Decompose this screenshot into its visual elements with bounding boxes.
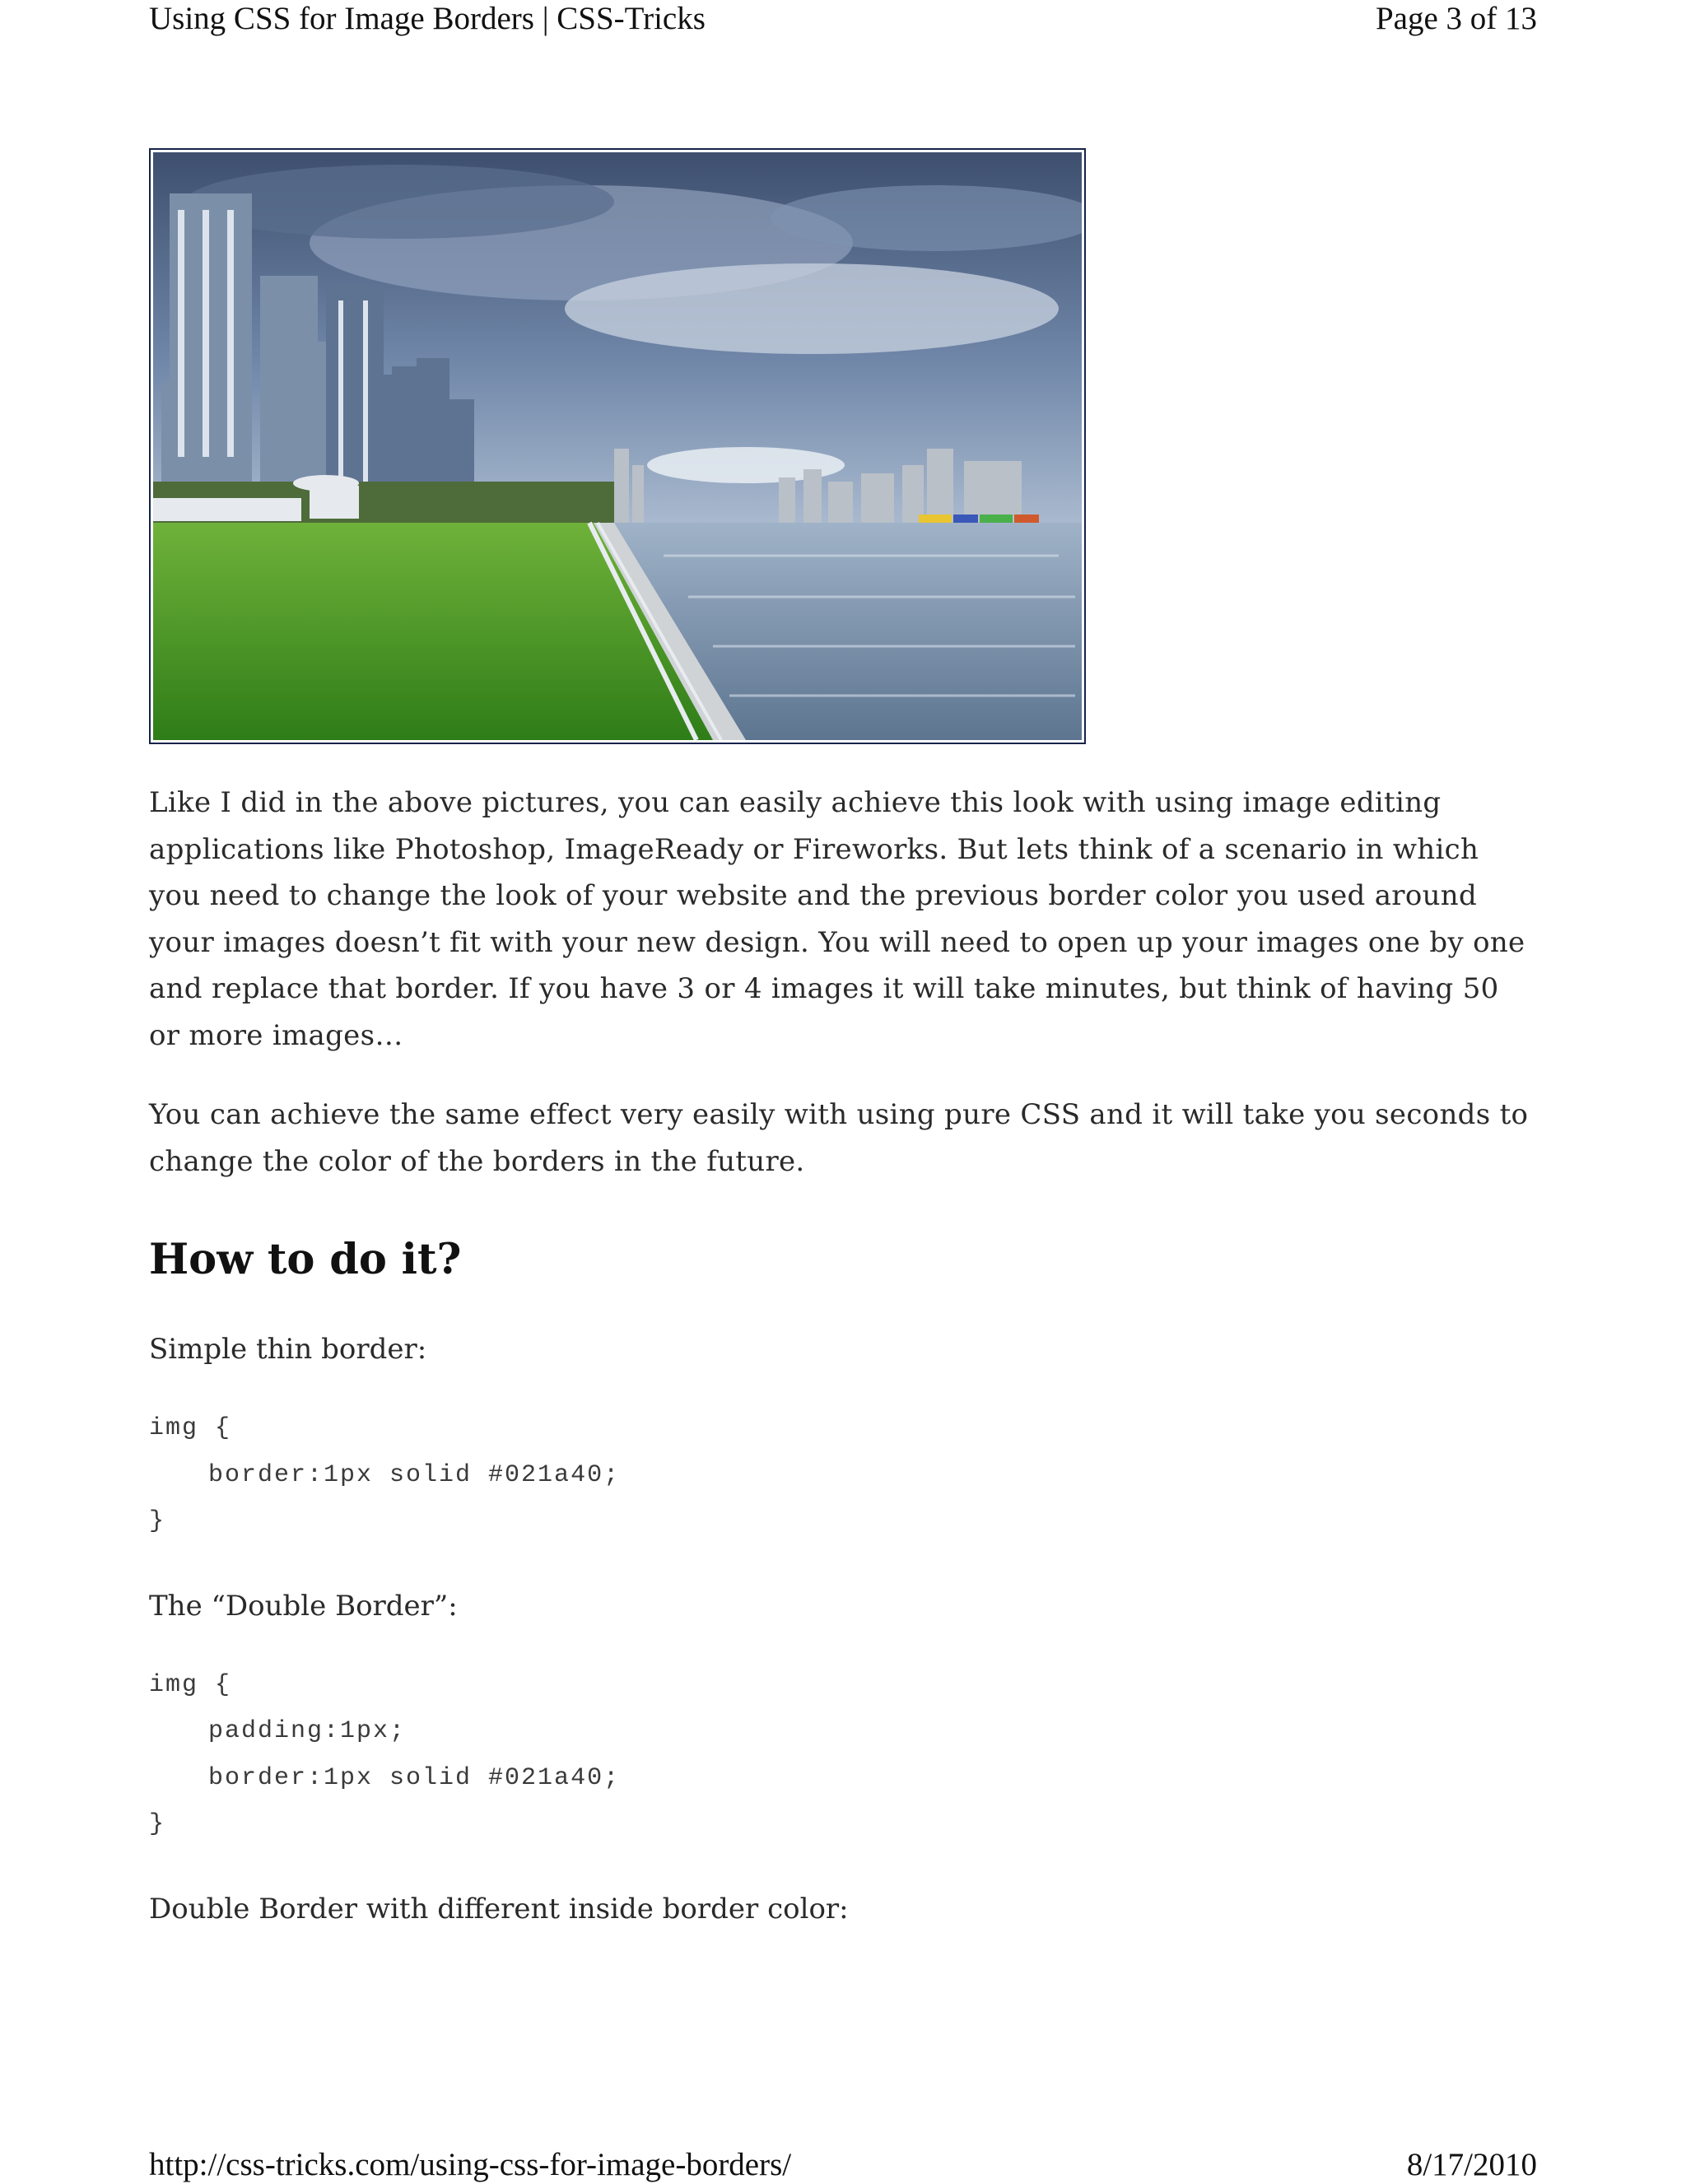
- code-line: padding:1px;: [208, 1717, 407, 1745]
- code-line: img {: [149, 1414, 232, 1442]
- code-line: }: [149, 1810, 166, 1838]
- code-line: }: [149, 1507, 166, 1535]
- code-label-simple: Simple thin border:: [149, 1333, 427, 1366]
- article-body: [149, 780, 1532, 1932]
- skyline-illustration: [153, 152, 1082, 740]
- code-block-simple: [149, 1405, 1532, 1545]
- code-line: img {: [149, 1670, 232, 1699]
- city-skyline-photo: [149, 148, 1086, 744]
- page-date: 8/17/2010: [1406, 2147, 1537, 2182]
- code-line: border:1px solid #021a40;: [208, 1460, 621, 1489]
- page-header-title: Using CSS for Image Borders | CSS-Tricks: [149, 1, 706, 36]
- page-number: Page 3 of 13: [1375, 1, 1537, 36]
- paragraph: Like I did in the above pictures, you can easily achieve this look with using image editing applications like Photoshop, ImageReady or Fireworks. But lets think of a scenario in which you need to change the look of your website and the previous border color you used around your images doesn’t fit with your new design. You will need to open up your images one by one and replace that border. If you have 3 or 4 images it will take minutes, but think of having 50 or more images…: [149, 786, 1525, 1052]
- code-block-double: [149, 1662, 1532, 1848]
- page-url: http://css-tricks.com/using-css-for-image-borders/: [149, 2147, 792, 2182]
- paragraph: You can achieve the same effect very easily with using pure CSS and it will take you seconds to change the color of the borders in the future.: [149, 1098, 1529, 1178]
- code-label-double: The “Double Border”:: [149, 1589, 458, 1623]
- section-heading: How to do it?: [149, 1235, 462, 1284]
- code-label-double-inside: Double Border with different inside border color:: [149, 1892, 849, 1926]
- code-line: border:1px solid #021a40;: [208, 1763, 621, 1792]
